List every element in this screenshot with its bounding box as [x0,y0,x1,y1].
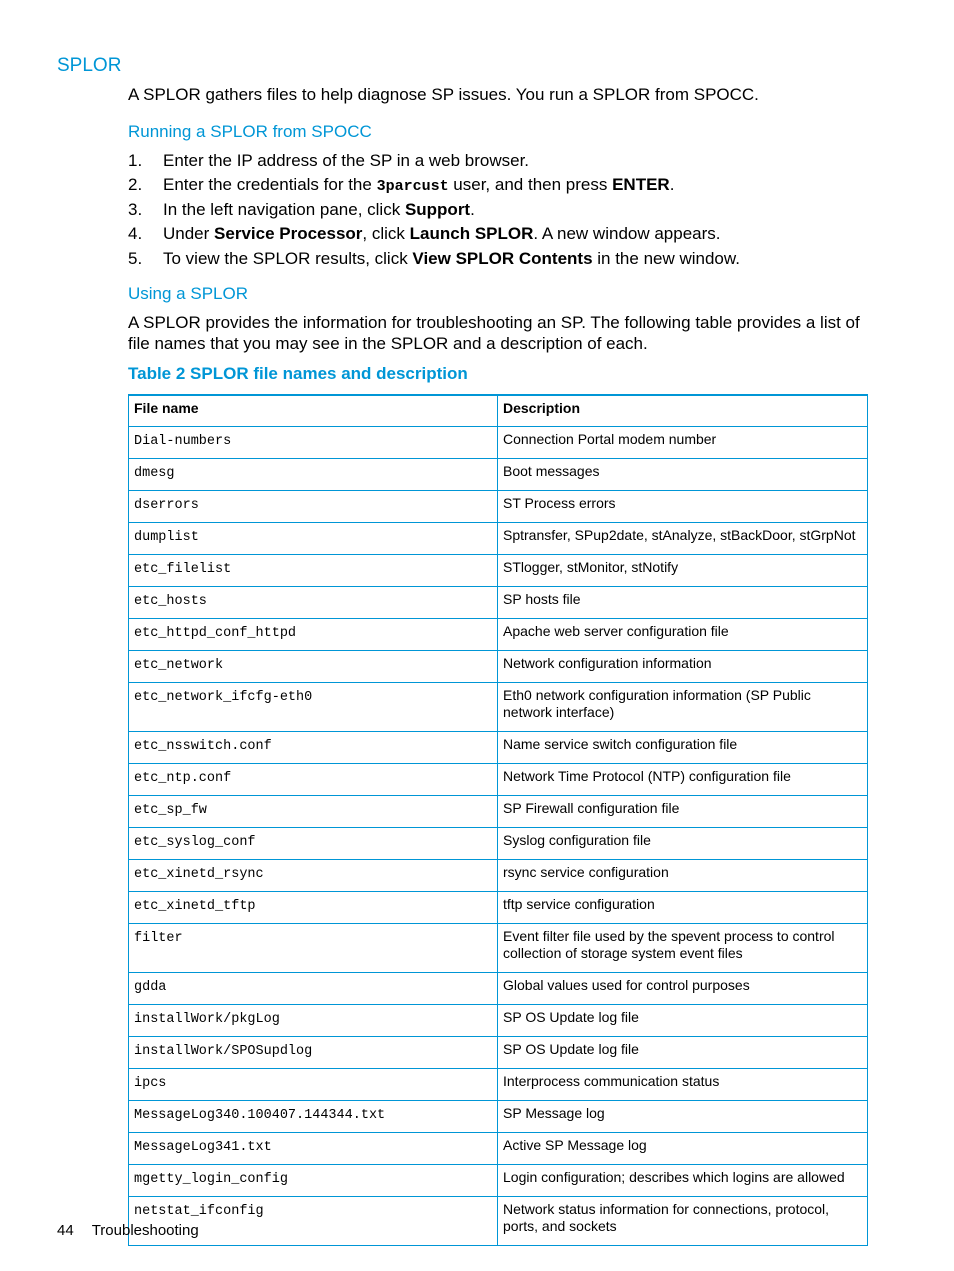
description-cell: Interprocess communication status [498,1069,868,1101]
splor-table [128,394,868,1246]
table-row [129,764,868,796]
description-cell: SP Message log [498,1101,868,1133]
description-cell: Apache web server configuration file [498,619,868,651]
footer-section: Troubleshooting [91,1222,199,1239]
table-row [129,860,868,892]
table-row [129,1069,868,1101]
page-footer [57,1222,217,1239]
step-item: 1. Enter the IP address of the SP in a web browser. [128,151,530,170]
description-cell: Syslog configuration file [498,828,868,860]
description-cell: Network status information for connections, protocol, ports, and sockets [498,1197,868,1246]
section-title: SPLOR [57,55,122,76]
file-name-cell: etc_syslog_conf [129,828,498,860]
description-cell: Global values used for control purposes [498,973,868,1005]
description-cell: Active SP Message log [498,1133,868,1165]
description-cell: Event filter file used by the spevent process to control collection of storage system event files [498,924,868,973]
file-name-cell: etc_ntp.conf [129,764,498,796]
description-cell: rsync service configuration [498,860,868,892]
file-name-cell: ipcs [129,1069,498,1101]
file-name-cell: dserrors [129,491,498,523]
table-row [129,796,868,828]
file-name-cell: Dial-numbers [129,427,498,459]
file-name-cell: mgetty_login_config [129,1165,498,1197]
step-item: 4. Under Service Processor, click Launch SPLOR. A new window appears. [128,224,721,244]
file-name-cell: gdda [129,973,498,1005]
using-heading: Using a SPLOR [128,284,248,303]
description-cell: Network configuration information [498,651,868,683]
file-name-cell: installWork/pkgLog [129,1005,498,1037]
table-row [129,651,868,683]
using-paragraph: A SPLOR provides the information for troubleshooting an SP. The following table provides a list of file names that you may see in the SPLOR and a description of each. [128,313,860,353]
table-row [129,1005,868,1037]
description-cell: SP OS Update log file [498,1005,868,1037]
file-name-cell: dumplist [129,523,498,555]
table-row [129,973,868,1005]
file-name-cell: etc_nsswitch.conf [129,732,498,764]
description-cell: Network Time Protocol (NTP) configuration file [498,764,868,796]
description-cell: ST Process errors [498,491,868,523]
table-row [129,1197,868,1246]
table-row [129,587,868,619]
table-row [129,732,868,764]
file-name-cell: installWork/SPOSupdlog [129,1037,498,1069]
table-row [129,555,868,587]
table-row [129,892,868,924]
description-cell: Connection Portal modem number [498,427,868,459]
table-row [129,1101,868,1133]
description-cell: Boot messages [498,459,868,491]
file-name-cell: etc_filelist [129,555,498,587]
file-name-cell: MessageLog340.100407.144344.txt [129,1101,498,1133]
header-description: Description [498,395,868,427]
description-cell: SP OS Update log file [498,1037,868,1069]
steps-list [128,150,740,272]
file-name-cell: etc_network_ifcfg-eth0 [129,683,498,732]
file-name-cell: dmesg [129,459,498,491]
file-name-cell: filter [129,924,498,973]
description-cell: SP hosts file [498,587,868,619]
table-row [129,491,868,523]
file-name-cell: etc_xinetd_rsync [129,860,498,892]
step-item: 3. In the left navigation pane, click Support. [128,199,475,219]
running-heading: Running a SPLOR from SPOCC [128,122,372,141]
step-item: 2. Enter the credentials for the 3parcust user, and then press ENTER. [128,175,675,196]
file-name-cell: etc_network [129,651,498,683]
file-name-cell: etc_httpd_conf_httpd [129,619,498,651]
description-cell: SP Firewall configuration file [498,796,868,828]
table-body [129,427,868,1246]
file-name-cell: MessageLog341.txt [129,1133,498,1165]
table-row [129,1133,868,1165]
table-row [129,1165,868,1197]
table-row [129,924,868,973]
intro-paragraph: A SPLOR gathers files to help diagnose SP issues. You run a SPLOR from SPOCC. [128,85,759,104]
description-cell: STlogger, stMonitor, stNotify [498,555,868,587]
table-row [129,619,868,651]
step-item: 5. To view the SPLOR results, click View SPLOR Contents in the new window. [128,248,740,268]
header-file-name: File name [129,395,498,427]
page-number: 44 [57,1222,74,1239]
user-code: 3parcust [376,178,449,196]
table-row [129,459,868,491]
file-name-cell: netstat_ifconfig [129,1197,498,1246]
description-cell: Name service switch configuration file [498,732,868,764]
file-name-cell: etc_xinetd_tftp [129,892,498,924]
table-row [129,828,868,860]
table-row [129,427,868,459]
description-cell: Eth0 network configuration information (SP Public network interface) [498,683,868,732]
table-caption: Table 2 SPLOR file names and description [128,364,468,383]
table-row [129,1037,868,1069]
description-cell: Login configuration; describes which logins are allowed [498,1165,868,1197]
file-name-cell: etc_hosts [129,587,498,619]
file-name-cell: etc_sp_fw [129,796,498,828]
table-row [129,683,868,732]
table-row [129,523,868,555]
description-cell: Sptransfer, SPup2date, stAnalyze, stBackDoor, stGrpNot [498,523,868,555]
description-cell: tftp service configuration [498,892,868,924]
